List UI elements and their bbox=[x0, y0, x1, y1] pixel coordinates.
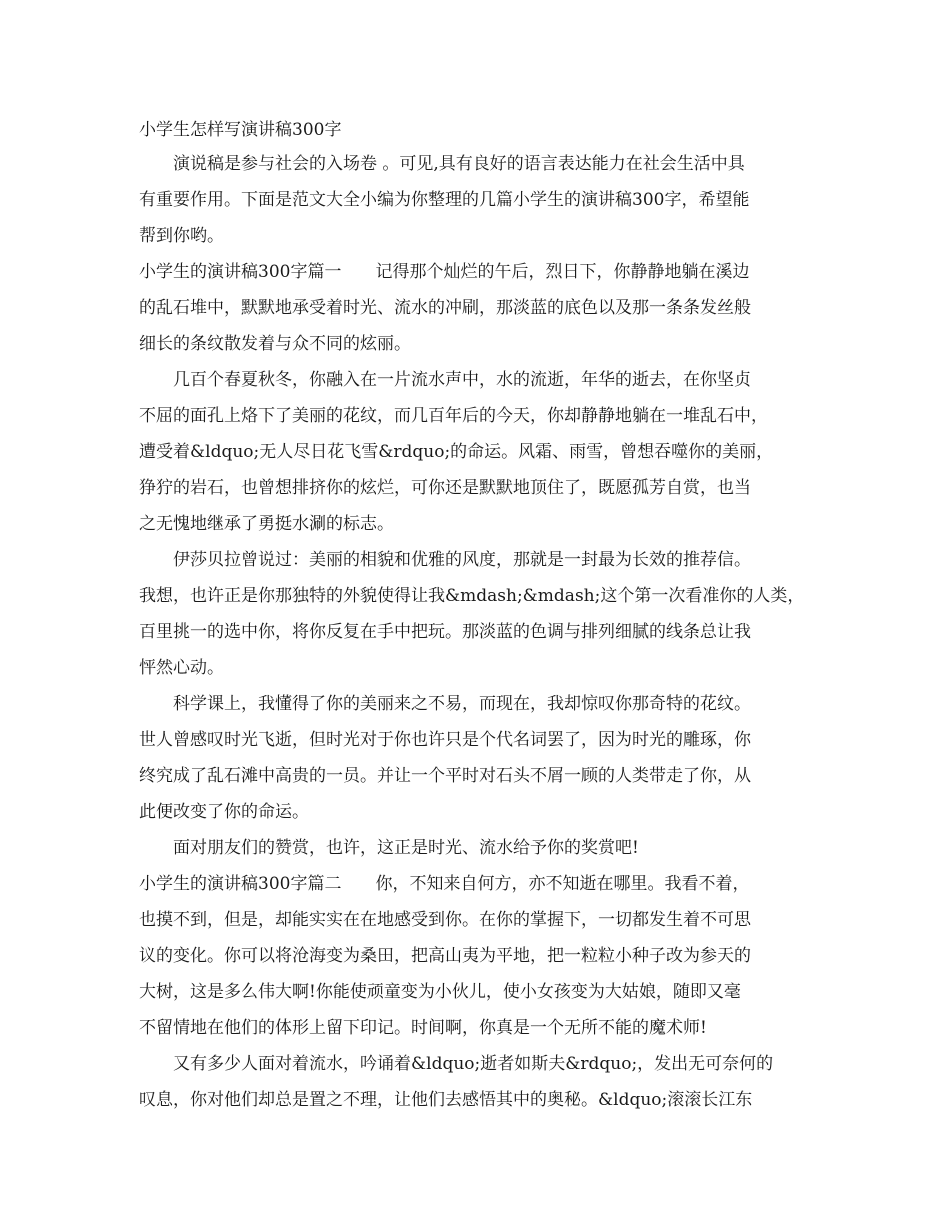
text-line-25: 不留情地在他们的体形上留下印记。时间啊，你真是一个无所不能的魔术师! bbox=[139, 1018, 707, 1038]
text-line-15: 怦然心动。 bbox=[139, 658, 224, 678]
text-line-14: 百里挑一的选中你，将你反复在手中把玩。那淡蓝的色调与排列细腻的线条总让我 bbox=[139, 622, 751, 642]
text-line-1: 演说稿是参与社会的入场卷 。可见,具有良好的语言表达能力在社会生活中具 bbox=[139, 154, 745, 174]
text-line-18: 终究成了乱石滩中高贵的一员。并让一个平时对石头不屑一顾的人类带走了你，从 bbox=[139, 766, 751, 786]
text-line-19: 此便改变了你的命运。 bbox=[139, 802, 309, 822]
text-line-23: 议的变化。你可以将沧海变为桑田，把高山夷为平地，把一粒粒小种子改为参天的 bbox=[139, 946, 751, 966]
text-line-26: 又有多少人面对着流水，吟诵着&ldquo;逝者如斯夫&rdquo;，发出无可奈何的 bbox=[139, 1054, 774, 1074]
text-line-6: 细长的条纹散发着与众不同的炫丽。 bbox=[139, 334, 411, 354]
text-line-10: 狰狞的岩石，也曾想排挤你的炫烂，可你还是默默地顶住了，既愿孤芳自赏，也当 bbox=[139, 478, 751, 498]
document-title: 小学生怎样写演讲稿300字 bbox=[139, 120, 342, 140]
text-line-22: 也摸不到，但是，却能实实在在地感受到你。在你的掌握下，一切都发生着不可思 bbox=[139, 910, 751, 930]
text-line-16: 科学课上，我懂得了你的美丽来之不易，而现在，我却惊叹你那奇特的花纹。 bbox=[139, 694, 751, 714]
text-line-13: 我想，也许正是你那独特的外貌使得让我&mdash;&mdash;这个第一次看准你的人类， bbox=[139, 586, 805, 606]
text-line-2: 有重要作用。下面是范文大全小编为你整理的几篇小学生的演讲稿300字，希望能 bbox=[139, 190, 750, 210]
text-line-27: 叹息，你对他们却总是置之不理，让他们去感悟其中的奥秘。&ldquo;滚滚长江东 bbox=[139, 1090, 753, 1110]
text-line-4: 小学生的演讲稿300字篇一 记得那个灿烂的午后，烈日下，你静静地躺在溪边 bbox=[139, 262, 750, 282]
text-line-24: 大树，这是多么伟大啊!你能使顽童变为小伙儿，使小女孩变为大姑娘，随即又毫 bbox=[139, 982, 741, 1002]
text-line-20: 面对朋友们的赞赏，也许，这正是时光、流水给予你的奖赏吧! bbox=[139, 838, 639, 858]
text-line-7: 几百个春夏秋冬，你融入在一片流水声中，水的流逝，年华的逝去，在你坚贞 bbox=[139, 370, 751, 390]
text-line-21: 小学生的演讲稿300字篇二 你，不知来自何方，亦不知逝在哪里。我看不着， bbox=[139, 874, 750, 894]
text-line-9: 遭受着&ldquo;无人尽日花飞雪&rdquo;的命运。风霜、雨雪，曾想吞噬你的美丽， bbox=[139, 442, 774, 462]
text-line-11: 之无愧地继承了勇挺水涮的标志。 bbox=[139, 514, 394, 534]
text-line-12: 伊莎贝拉曾说过：美丽的相貌和优雅的风度，那就是一封最为长效的推荐信。 bbox=[139, 550, 751, 570]
text-line-5: 的乱石堆中，默默地承受着时光、流水的冲刷，那淡蓝的底色以及那一条条发丝般 bbox=[139, 298, 751, 318]
text-line-3: 帮到你哟。 bbox=[139, 226, 224, 246]
text-line-8: 不屈的面孔上烙下了美丽的花纹，而几百年后的今天，你却静静地躺在一堆乱石中， bbox=[139, 406, 768, 426]
text-line-17: 世人曾感叹时光飞逝，但时光对于你也许只是个代名词罢了，因为时光的雕琢，你 bbox=[139, 730, 751, 750]
